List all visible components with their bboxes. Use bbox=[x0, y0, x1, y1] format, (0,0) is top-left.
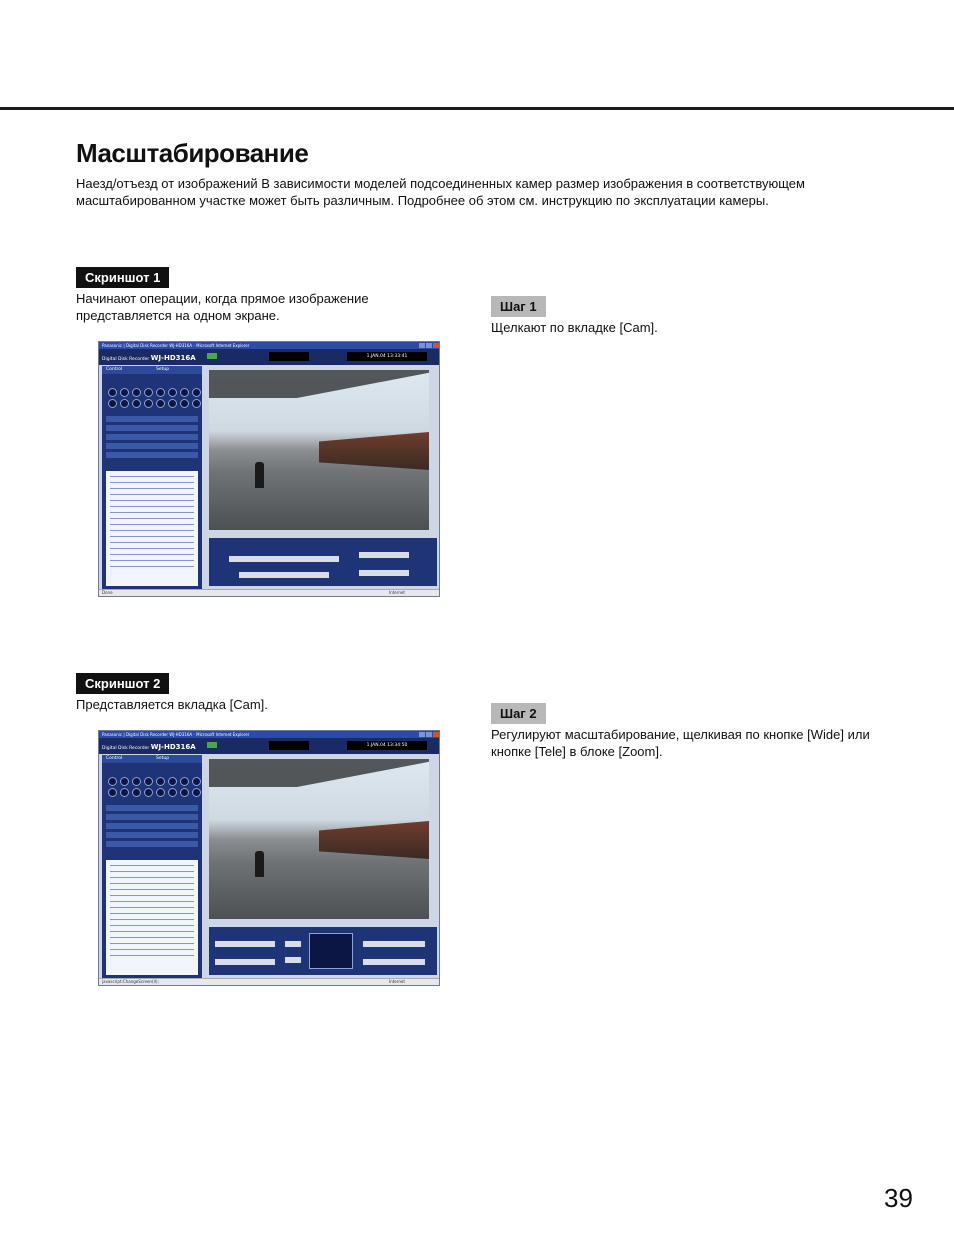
screenshot-2-text: Представляется вкладка [Cam]. bbox=[76, 697, 268, 712]
model-text: WJ-HD316A bbox=[150, 354, 196, 362]
brand-text: Digital Disk Recorder bbox=[102, 357, 150, 362]
brand-text: Digital Disk Recorder bbox=[102, 746, 150, 751]
tab-control: Control bbox=[106, 756, 123, 761]
datetime-display: 1.JAN.04 13:34:50 bbox=[347, 741, 427, 750]
tab-setup: Setup bbox=[156, 367, 170, 372]
status-text: javascript:ChangeScreen(4); bbox=[102, 979, 159, 984]
control-panel bbox=[102, 366, 202, 590]
screenshot-1-text: Начинают операции, когда прямое изображение представляется на одном экране. bbox=[76, 291, 369, 323]
status-display bbox=[269, 741, 309, 750]
camera-select-buttons bbox=[108, 388, 198, 408]
event-list bbox=[106, 471, 198, 586]
status-bar bbox=[99, 589, 440, 596]
page-title: Масштабирование bbox=[76, 138, 309, 168]
step-2-text: Регулируют масштабирование, щелкивая по кнопке [Wide] или кнопке [Tele] в блоке [Zoom]. bbox=[491, 727, 870, 759]
event-list bbox=[106, 860, 198, 975]
step-2-label: Шаг 2 bbox=[491, 703, 546, 724]
window-title: Panasonic | Digital Disk Recorder WJ-HD316A - Microsoft Internet Explorer bbox=[102, 343, 250, 348]
step-1-label: Шаг 1 bbox=[491, 296, 546, 317]
live-icon bbox=[207, 742, 217, 748]
panel-tabs bbox=[102, 755, 202, 763]
status-bar bbox=[99, 978, 440, 985]
close-icon bbox=[433, 343, 439, 348]
screenshot-2-label: Скриншот 2 bbox=[76, 673, 169, 694]
datetime-display: 1.JAN.04 13:33:41 bbox=[347, 352, 427, 361]
page-number: 39 bbox=[884, 1183, 913, 1213]
maximize-icon bbox=[426, 732, 432, 737]
status-display bbox=[269, 352, 309, 361]
live-icon bbox=[207, 353, 217, 359]
step-1-text: Щелкают по вкладке [Cam]. bbox=[491, 320, 658, 335]
screenshot-2-image bbox=[98, 730, 440, 986]
app-header bbox=[99, 738, 440, 754]
tab-control: Control bbox=[106, 367, 123, 372]
panel-tabs bbox=[102, 366, 202, 374]
control-rows bbox=[106, 416, 198, 461]
minimize-icon bbox=[419, 732, 425, 737]
playback-controls bbox=[209, 538, 437, 586]
screenshot-1-image bbox=[98, 341, 440, 597]
intro-paragraph: Наезд/отъезд от изображений В зависимости моделей подсоединенных камер размер изображения в соответствующем масштабированном участке может быть различным. Подробнее об этом см. инструкцию по эксплуатации камеры. bbox=[76, 176, 805, 208]
window-titlebar bbox=[99, 342, 440, 349]
screenshot-1-label: Скриншот 1 bbox=[76, 267, 169, 288]
camera-image bbox=[209, 370, 429, 530]
app-header bbox=[99, 349, 440, 365]
control-panel bbox=[102, 755, 202, 979]
camera-image bbox=[209, 759, 429, 919]
control-rows bbox=[106, 805, 198, 850]
close-icon bbox=[433, 732, 439, 737]
top-rule bbox=[0, 107, 954, 110]
model-text: WJ-HD316A bbox=[150, 743, 196, 751]
tab-setup: Setup bbox=[156, 756, 170, 761]
status-text: Done bbox=[102, 590, 113, 595]
camera-controls bbox=[209, 927, 437, 975]
minimize-icon bbox=[419, 343, 425, 348]
zone-text: Internet bbox=[389, 979, 405, 984]
camera-select-buttons bbox=[108, 777, 198, 797]
window-title: Panasonic | Digital Disk Recorder WJ-HD316A - Microsoft Internet Explorer bbox=[102, 732, 250, 737]
maximize-icon bbox=[426, 343, 432, 348]
zone-text: Internet bbox=[389, 590, 405, 595]
window-titlebar bbox=[99, 731, 440, 738]
